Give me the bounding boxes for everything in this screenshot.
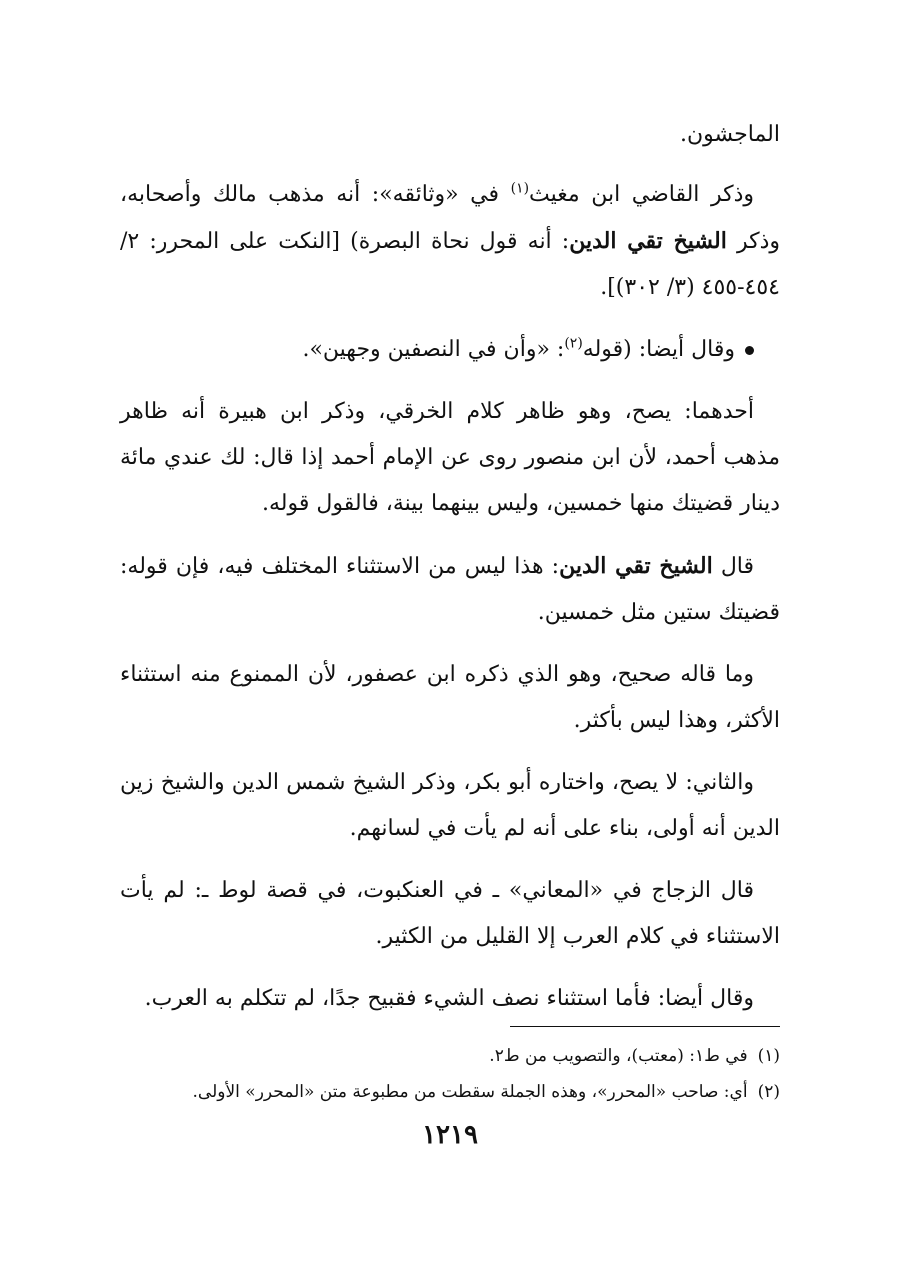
footnotes xyxy=(120,1040,780,1112)
footnote-1-number: (١) xyxy=(757,1046,780,1066)
bullet-icon xyxy=(745,346,754,355)
footnote-2-number: (٢) xyxy=(757,1082,780,1102)
paragraph-2-bold-name: الشيخ تقي الدين xyxy=(569,228,727,254)
footnote-divider xyxy=(510,1026,780,1027)
paragraph-2-text-b: في «وثائقه»: أنه مذهب مالك وأصحابه، وذكر xyxy=(120,182,780,254)
paragraph-1: الماجشون. xyxy=(680,122,780,147)
paragraph-9: وقال أيضا: فأما استثناء نصف الشيء فقبيح جدًا، لم تتكلم به العرب. xyxy=(144,986,754,1011)
paragraph-6: وما قاله صحيح، وهو الذي ذكره ابن عصفور، لأن الممنوع منه استثناء الأكثر، وهذا ليس بأكثر. xyxy=(120,662,780,733)
footnote-1 xyxy=(120,1040,780,1072)
footnote-ref-1[interactable]: (١) xyxy=(510,180,530,197)
paragraph-2-text-a: وذكر القاضي ابن مغيث xyxy=(529,182,754,207)
paragraph-5-text-a: قال xyxy=(712,554,755,579)
paragraph-3 xyxy=(120,327,780,373)
paragraph-3-text-b: : «وأن في النصفين وجهين». xyxy=(302,337,565,362)
paragraph-3-text-a: وقال أيضا: (قوله xyxy=(582,337,735,362)
footnote-ref-2[interactable]: (٢) xyxy=(564,335,583,352)
paragraph-2 xyxy=(120,172,780,311)
paragraph-2-text-c: : أنه قول نحاة البصرة) [النكت على المحرر: ٢/ ٤٥٤-٤٥٥ (٣/ ٣٠٢)]. xyxy=(120,229,780,300)
footnote-2-text: أي: صاحب «المحرر»، وهذه الجملة سقطت من مطبوعة متن «المحرر» الأولى. xyxy=(192,1082,748,1102)
paragraph-5-text-b: : هذا ليس من الاستثناء المختلف فيه، فإن قوله: قضيتك ستين مثل خمسين. xyxy=(120,554,780,625)
page-number: ١٢١٩ xyxy=(422,1120,478,1150)
footnote-1-text: في ط١: (معتب)، والتصويب من ط٢. xyxy=(489,1046,748,1066)
paragraph-5-bold-name: الشيخ تقي الدين xyxy=(559,553,713,579)
paragraph-5 xyxy=(120,543,780,636)
footnote-2 xyxy=(120,1076,780,1108)
paragraph-8: قال الزجاج في «المعاني» ـ في العنكبوت، في قصة لوط ـ: لم يأت الاستثناء في كلام العرب إلا القليل من الكثير. xyxy=(120,878,780,949)
paragraph-4: أحدهما: يصح، وهو ظاهر كلام الخرقي، وذكر ابن هبيرة أنه ظاهر مذهب أحمد، لأن ابن منصور روى عن الإمام أحمد إذا قال: لك عندي مائة دينار قضيتك منها خمسين، وليس بينهما بينة، فالقول قوله. xyxy=(120,399,780,516)
paragraph-7: والثاني: لا يصح، واختاره أبو بكر، وذكر الشيخ شمس الدين والشيخ زين الدين أنه أولى، بناء على أنه لم يأت في لسانهم. xyxy=(120,770,780,841)
page-body xyxy=(120,112,780,1038)
